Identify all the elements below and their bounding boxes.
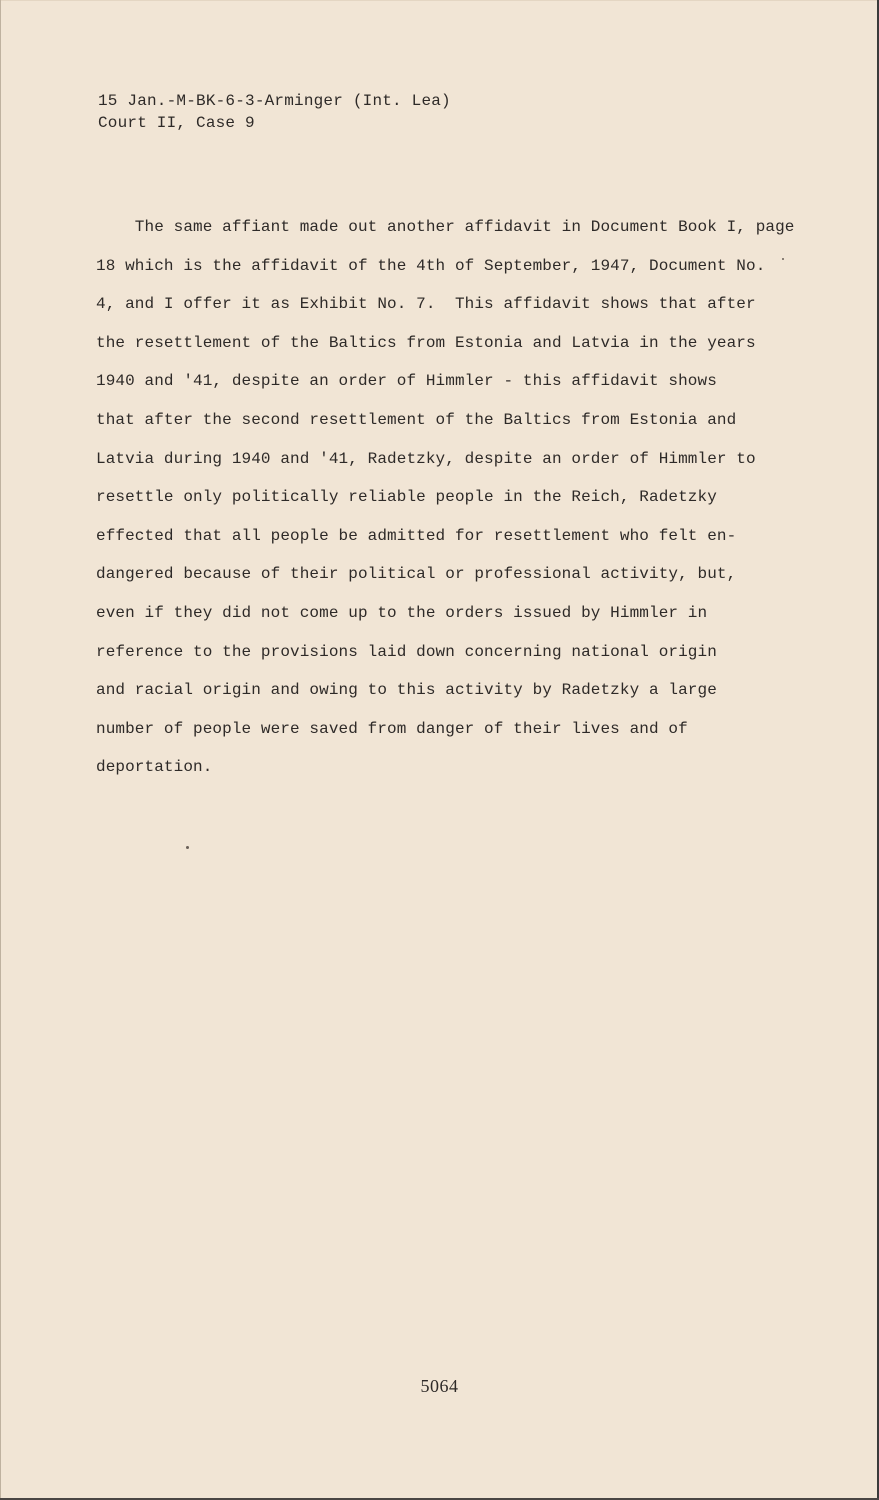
transcript-line: and racial origin and owing to this activity by Radetzky a large	[96, 681, 717, 700]
header-reference-line: 15 Jan.-M-BK-6-3-Arminger (Int. Lea)	[98, 92, 451, 110]
page-number: 5064	[420, 1376, 459, 1396]
transcript-line: The same affiant made out another affidavit in Document Book I, page	[96, 218, 795, 236]
ink-speck	[186, 846, 189, 849]
transcript-line: reference to the provisions laid down concerning national origin	[96, 642, 717, 661]
transcript-body	[96, 208, 795, 787]
transcript-line: 4, and I offer it as Exhibit No. 7. This affidavit shows that after	[96, 295, 756, 314]
transcript-line: dangered because of their political or professional activity, but,	[96, 565, 737, 584]
ink-speck	[782, 258, 784, 260]
transcript-line: 18 which is the affidavit of the 4th of September, 1947, Document No.	[96, 256, 766, 275]
transcript-line: number of people were saved from danger of their lives and of	[96, 719, 688, 738]
transcript-line: 1940 and '41, despite an order of Himmler - this affidavit shows	[96, 372, 717, 391]
transcript-line: the resettlement of the Baltics from Estonia and Latvia in the years	[96, 333, 756, 352]
document-header	[98, 90, 451, 134]
header-court-line: Court II, Case 9	[98, 114, 255, 132]
transcript-line: deportation.	[96, 758, 213, 777]
transcript-line: resettle only politically reliable people in the Reich, Radetzky	[96, 488, 717, 507]
transcript-line: even if they did not come up to the orders issued by Himmler in	[96, 603, 708, 622]
page-left-edge	[0, 0, 1, 1500]
transcript-line: Latvia during 1940 and '41, Radetzky, despite an order of Himmler to	[96, 449, 756, 468]
transcript-line: that after the second resettlement of the Baltics from Estonia and	[96, 410, 737, 429]
transcript-line: effected that all people be admitted for resettlement who felt en-	[96, 526, 737, 545]
